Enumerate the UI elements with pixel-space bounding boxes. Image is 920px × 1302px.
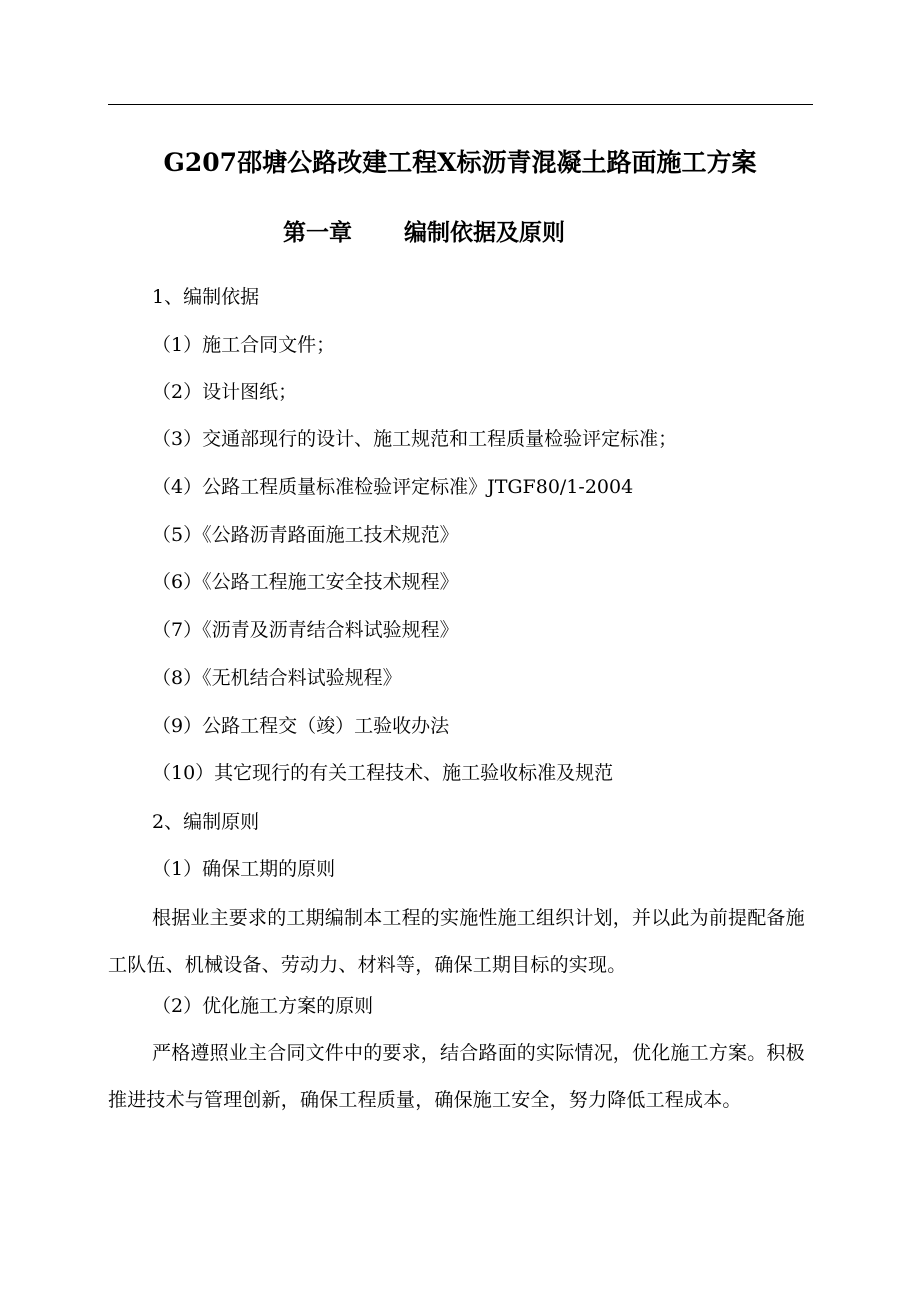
principle2-paragraph: 严格遵照业主合同文件中的要求，结合路面的实际情况，优化施工方案。积极推进技术与管理创新，确保工程质量，确保施工安全，努力降低工程成本。: [108, 1042, 805, 1111]
section2-heading: 2、编制原则: [152, 811, 260, 833]
principle1-paragraph: 根据业主要求的工期编制本工程的实施性施工组织计划，并以此为前提配备施工队伍、机械设备、劳动力、材料等，确保工期目标的实现。: [108, 907, 805, 976]
chapter-number: 第一章: [283, 219, 352, 246]
basis-item-4: （4）公路工程质量标准检验评定标准》JTGF80/1-2004: [152, 476, 634, 498]
principle2-heading: （2）优化施工方案的原则: [152, 995, 374, 1017]
principle1-heading: （1）确保工期的原则: [152, 858, 336, 880]
basis-item-2: （2）设计图纸；: [152, 381, 298, 403]
basis-item-10: （10）其它现行的有关工程技术、施工验收标准及规范: [152, 762, 614, 784]
header-rule: [108, 104, 813, 105]
basis-item-1: （1）施工合同文件；: [152, 334, 336, 356]
basis-item-5: （5）《公路沥青路面施工技术规范》: [152, 524, 459, 546]
basis-item-8: （8）《无机结合料试验规程》: [152, 667, 402, 689]
document-title: G207邵塘公路改建工程X标沥青混凝土路面施工方案: [163, 148, 757, 177]
chapter-heading: [283, 216, 565, 250]
basis-item-7: （7）《沥青及沥青结合料试验规程》: [152, 619, 459, 641]
basis-item-9: （9）公路工程交（竣）工验收办法: [152, 715, 450, 737]
basis-item-6: （6）《公路工程施工安全技术规程》: [152, 571, 459, 593]
chapter-name: 编制依据及原则: [404, 219, 565, 246]
basis-item-3: （3）交通部现行的设计、施工规范和工程质量检验评定标准；: [152, 428, 678, 450]
section1-heading: 1、编制依据: [152, 286, 260, 308]
